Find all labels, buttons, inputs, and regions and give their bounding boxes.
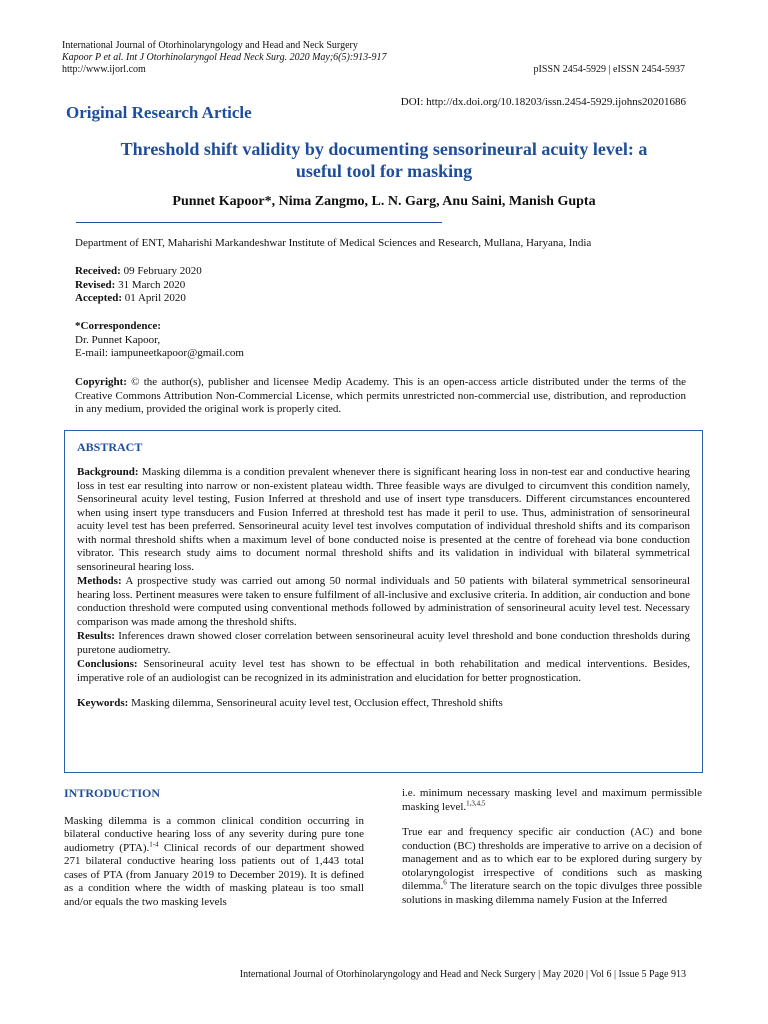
body-column-right <box>402 787 702 919</box>
title-line-2: useful tool for masking <box>295 161 473 181</box>
received-date: Received: 09 February 2020 <box>75 265 202 277</box>
article-dates <box>75 265 686 306</box>
citation-ref[interactable]: 1-4 <box>149 839 159 848</box>
introduction-heading: INTRODUCTION <box>64 786 161 800</box>
title-line-1: Threshold shift validity by documenting sensorineural acuity level: a <box>120 139 648 159</box>
intro-paragraph-1-cont: i.e. minimum necessary masking level and maximum permissible masking level.$^{1,3,4,5}$ <box>402 787 702 813</box>
issn: pISSN 2454-5929 | eISSN 2454-5937 <box>533 64 685 75</box>
abstract-box <box>64 430 703 773</box>
copyright-text: © the author(s), publisher and licensee Medip Academy. This is an open-access article distributed under the terms of the Creative Commons Attribution Non-Commercial License, which permits unrestricted non-commercial use, distribution, and reproduction in any medium, provided the original work is properly cited. <box>75 376 686 415</box>
citation: Kapoor P et al. Int J Otorhinolaryngol Head Neck Surg. 2020 May;6(5):913-917 <box>62 52 387 63</box>
journal-name: International Journal of Otorhinolaryngology and Head and Neck Surgery <box>62 40 358 51</box>
correspondence-name: Dr. Punnet Kapoor, <box>75 333 161 346</box>
intro-paragraph-2: True ear and frequency specific air conduction (AC) and bone conduction (BC) thresholds are imperative to arrive on a decision of management and as to which ear to be explored during surgery by otolaryngologist irrespective of conditions such as masking dilemma.$^6$ The literature search on the topic divulges three possible solutions in masking dilemma namely Fusion at the Inferred <box>402 826 702 906</box>
revised-date: Revised: 31 March 2020 <box>75 278 186 291</box>
article-type: Original Research Article <box>66 103 252 122</box>
abstract-background: Background: Masking dilemma is a condition prevalent whenever there is significant hearing loss in non-test ear and conductive hearing loss in test ear resulting into narrow or non-existent plateau width. Three feasible ways are divulged to circumvent this condition namely, Sensorineural acuity level testing, Fusion Inferred at threshold and use of insert type transducers. Different circumstances encountered when using insert type transducers and Fusion Inferred at threshold test has made it peril to use. Thus, administration of sensorineural acuity level test has been preferred. Sensorineural acuity level test involves computation of individual threshold shifts and its comparison with normal threshold shifts when a maximum level of bone conducted noise is presented at the centre of forehead via bone conduction vibrator. This research study aims to document normal threshold shifts and its validation in individual with bilateral symmetrical sensorineural hearing loss. <box>77 466 690 573</box>
doi-link[interactable]: DOI: http://dx.doi.org/10.18203/issn.2454-5929.ijohns20201686 <box>400 96 686 108</box>
abstract-heading: ABSTRACT <box>77 440 143 454</box>
citation-ref[interactable]: 6 <box>443 878 447 887</box>
article-title <box>66 138 702 182</box>
copyright-notice <box>75 376 686 417</box>
body-column-left <box>64 787 364 921</box>
title-divider <box>76 222 442 223</box>
correspondence-label: *Correspondence: <box>75 320 161 332</box>
abstract-conclusions: Conclusions: Sensorineural acuity level test has shown to be effectual in both rehabilitation and medical interventions. Besides, imperative role of an audiologist can be recognized in its administration and elucidation for better prognostication. <box>77 658 690 684</box>
abstract-methods: Methods: A prospective study was carried out among 50 normal individuals and 50 patients with bilateral symmetrical sensorineural hearing loss. Pertinent measures were taken to ensure fulfilment of all-inclusive and exclusive criteria. In addition, air conduction and bone conduction threshold were computed using conventional methods followed by administration of sensorineural acuity level test. Necessary comparison was made among the threshold shifts. <box>77 575 690 628</box>
abstract-results: Results: Inferences drawn showed closer correlation between sensorineural acuity level threshold and bone conduction thresholds during puretone audiometry. <box>77 630 690 656</box>
citation-ref[interactable]: 1,3,4,5 <box>466 798 486 807</box>
affiliation: Department of ENT, Maharishi Markandeshwar Institute of Medical Sciences and Research, Mullana, Haryana, India <box>75 237 592 249</box>
intro-paragraph-1: Masking dilemma is a common clinical condition occurring in bilateral conductive hearing loss of any severity during pure tone audiometry (PTA).$^{1-4}$ Clinical records of our department showed 271 bilateral conductive hearing loss patients out of 1,443 total cases of PTA (from January 2019 to December 2019). It is defined as a condition where the width of masking plateau is too small and/or equals the two masking levels <box>64 814 365 908</box>
copyright-label: Copyright: <box>75 376 127 388</box>
authors: Punnet Kapoor*, Nima Zangmo, L. N. Garg, Anu Saini, Manish Gupta <box>172 194 596 209</box>
journal-header <box>62 40 387 76</box>
correspondence <box>75 320 686 361</box>
abstract-keywords: Keywords: Masking dilemma, Sensorineural acuity level test, Occlusion effect, Threshold shifts <box>77 697 503 709</box>
page-footer: International Journal of Otorhinolaryngology and Head and Neck Surgery | May 2020 | Vol 6 | Issue 5 Page 913 <box>239 969 686 980</box>
accepted-date: Accepted: 01 April 2020 <box>75 292 186 304</box>
correspondence-email[interactable]: E-mail: iampuneetkapoor@gmail.com <box>75 347 244 359</box>
journal-url[interactable]: http://www.ijorl.com <box>62 64 146 75</box>
